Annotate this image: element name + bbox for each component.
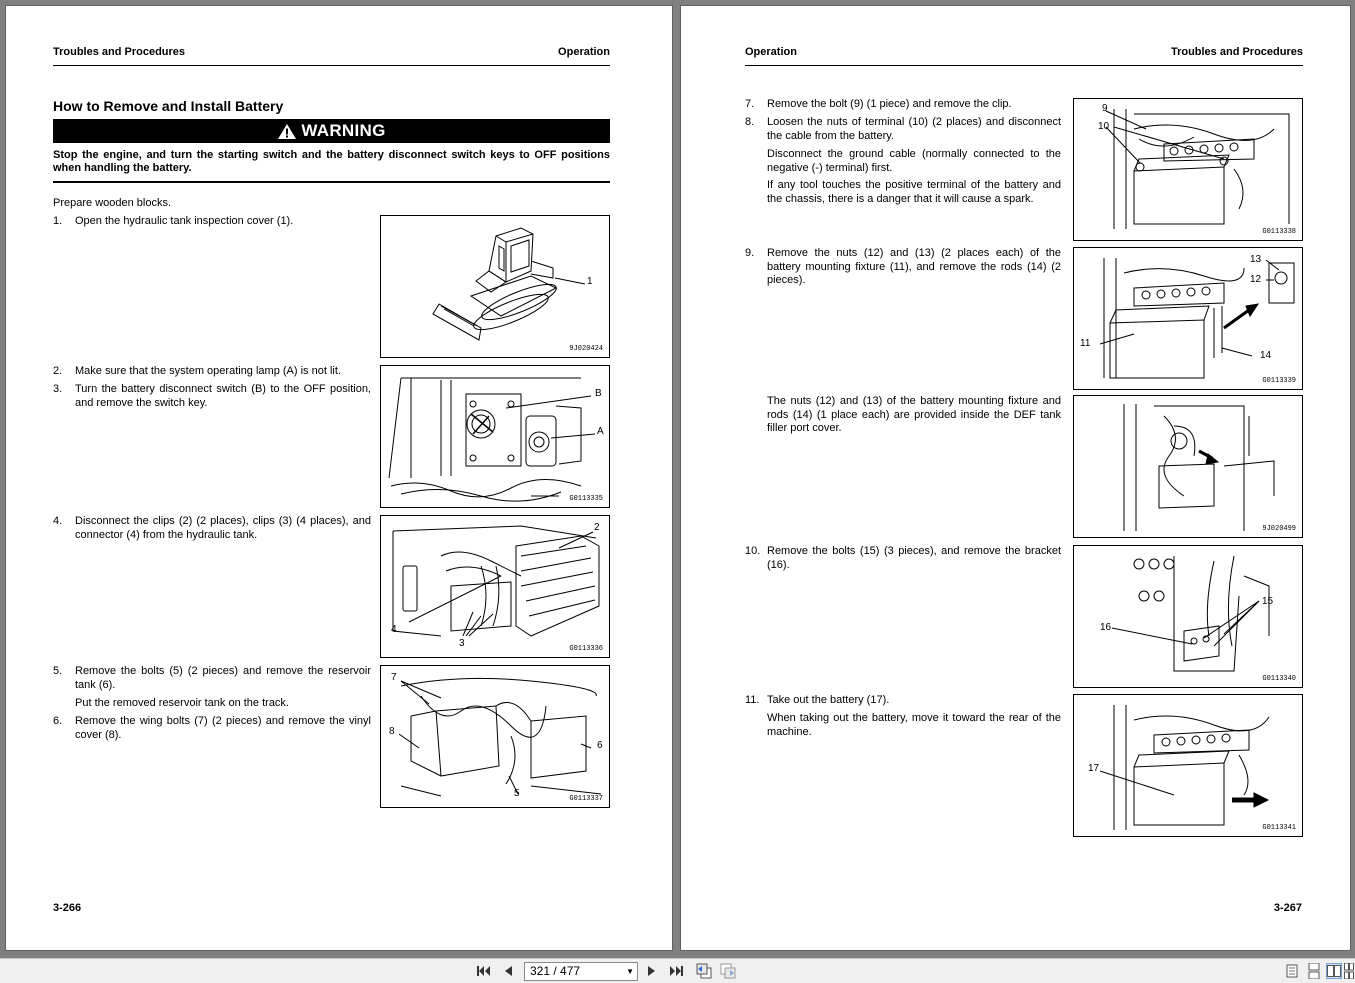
figure-code: G0113340 [1262,675,1296,683]
figure-code: G0113341 [1262,824,1296,832]
header-right: Operation [558,46,610,58]
figure-code: G0113335 [569,495,603,503]
callout-label: 14 [1260,350,1272,361]
last-page-icon[interactable] [668,963,684,979]
callout-label: 10 [1098,121,1110,132]
figure-code: G0113339 [1262,377,1296,385]
page-header [53,46,610,66]
figure-bracket [1073,545,1303,688]
prev-page-icon[interactable] [500,963,516,979]
figure-bulldozer [380,215,610,358]
section-title: How to Remove and Install Battery [53,98,284,114]
step-8-note: Disconnect the ground cable (normally connected to the negative (-) terminal) first. [767,148,1061,174]
header-left: Operation [745,46,797,58]
callout-label: 17 [1088,763,1100,774]
step-text: Remove the nuts (12) and (13) (2 places each) of the battery mounting fixture (11), and remove the rods (14) (2 pieces). [767,247,1061,286]
callout-label: 3 [459,638,465,649]
step-8-note-2: If any tool touches the positive terminal of the battery and the chassis, there is a danger that it will cause a spark. [767,179,1061,205]
callout-label: 5 [514,788,520,799]
figure-code: 9J020424 [569,345,603,353]
step-number: 11. [745,694,760,706]
page-header [745,46,1303,66]
forward-view-icon[interactable] [720,963,736,979]
figure-battery-mounting [1073,247,1303,390]
step-9-note: The nuts (12) and (13) of the battery mounting fixture and rods (14) (1 place each) are provided inside the DEF tank filler port cover. [767,395,1061,434]
chevron-down-icon[interactable]: ▼ [626,967,634,976]
step-text: Open the hydraulic tank inspection cover (1). [75,215,294,227]
step-11-note: When taking out the battery, move it toward the rear of the machine. [767,712,1061,738]
step-number: 8. [745,116,755,128]
header-right: Troubles and Procedures [1170,46,1303,58]
step-text: Make sure that the system operating lamp (A) is not lit. [75,365,341,377]
step-number: 10. [745,545,761,557]
figure-hydraulic-tank [380,515,610,658]
warning-banner [53,119,610,143]
callout-label: 13 [1250,254,1262,265]
callout-label: B [595,388,602,399]
step-number: 2. [53,365,63,377]
step-number: 4. [53,515,63,527]
warning-rule [53,181,610,183]
callout-label: A [597,426,604,437]
step-5-note: Put the removed reservoir tank on the track. [75,697,289,709]
callout-label: 7 [391,672,397,683]
step-text: Disconnect the clips (2) (2 places), clips (3) (4 places), and connector (4) from the hydraulic tank. [75,515,371,541]
continuous-icon[interactable] [1306,963,1322,979]
figure-code: 9J020499 [1262,525,1296,533]
callout-label: 6 [597,740,603,751]
callout-label: 4 [391,624,397,635]
facing-continuous-icon[interactable] [1344,963,1354,979]
figure-def-tank-cover [1073,395,1303,538]
callout-label: 16 [1100,622,1112,633]
facing-icon[interactable] [1326,963,1342,979]
intro-text: Prepare wooden blocks. [53,197,172,209]
step-text: Remove the bolt (9) (1 piece) and remove the clip. [767,98,1012,110]
single-page-icon[interactable] [1284,963,1300,979]
warning-text: Stop the engine, and turn the starting switch and the battery disconnect switch keys to OFF positions when handling the battery. [53,149,610,174]
callout-label: 8 [389,726,395,737]
figure-code: G0113338 [1262,228,1296,236]
callout-label: 2 [594,522,600,533]
step-text: Remove the bolts (15) (3 pieces), and remove the bracket (16). [767,545,1061,571]
step-number: 1. [53,215,63,227]
warning-label: WARNING [301,121,386,140]
first-page-icon[interactable] [476,963,492,979]
figure-battery-removal [1073,694,1303,837]
figure-code: G0113337 [569,795,603,803]
callout-label: 12 [1250,274,1262,285]
viewer-toolbar [0,958,1355,983]
step-text: Take out the battery (17). [767,694,890,706]
next-page-icon[interactable] [644,963,660,979]
figure-reservoir-tank [380,665,610,808]
right-page [680,5,1351,951]
step-text: Turn the battery disconnect switch (B) to the OFF position, and remove the switch key. [75,383,371,409]
page-number: 3-267 [1273,902,1302,914]
callout-label: 15 [1262,596,1274,607]
callout-label: 9 [1102,103,1108,114]
step-text: Remove the wing bolts (7) (2 pieces) and remove the vinyl cover (8). [75,715,371,741]
callout-label: 1 [587,276,593,287]
back-view-icon[interactable] [696,963,712,979]
left-page [5,5,673,951]
page-number-input[interactable] [524,962,638,981]
page-number: 3-266 [53,902,82,914]
step-number: 7. [745,98,755,110]
figure-battery-terminals [1073,98,1303,241]
warning-triangle-icon [277,123,297,140]
figure-code: G0113336 [569,645,603,653]
callout-label: 11 [1080,338,1091,349]
step-number: 6. [53,715,63,727]
step-text: Loosen the nuts of terminal (10) (2 places) and disconnect the cable from the battery. [767,116,1061,142]
header-left: Troubles and Procedures [53,46,186,58]
step-number: 9. [745,247,755,259]
page-indicator: 321 / 477 [530,964,581,978]
step-number: 3. [53,383,63,395]
step-text: Remove the bolts (5) (2 pieces) and remove the reservoir tank (6). [75,665,371,691]
figure-switch-panel [380,365,610,508]
step-number: 5. [53,665,63,677]
